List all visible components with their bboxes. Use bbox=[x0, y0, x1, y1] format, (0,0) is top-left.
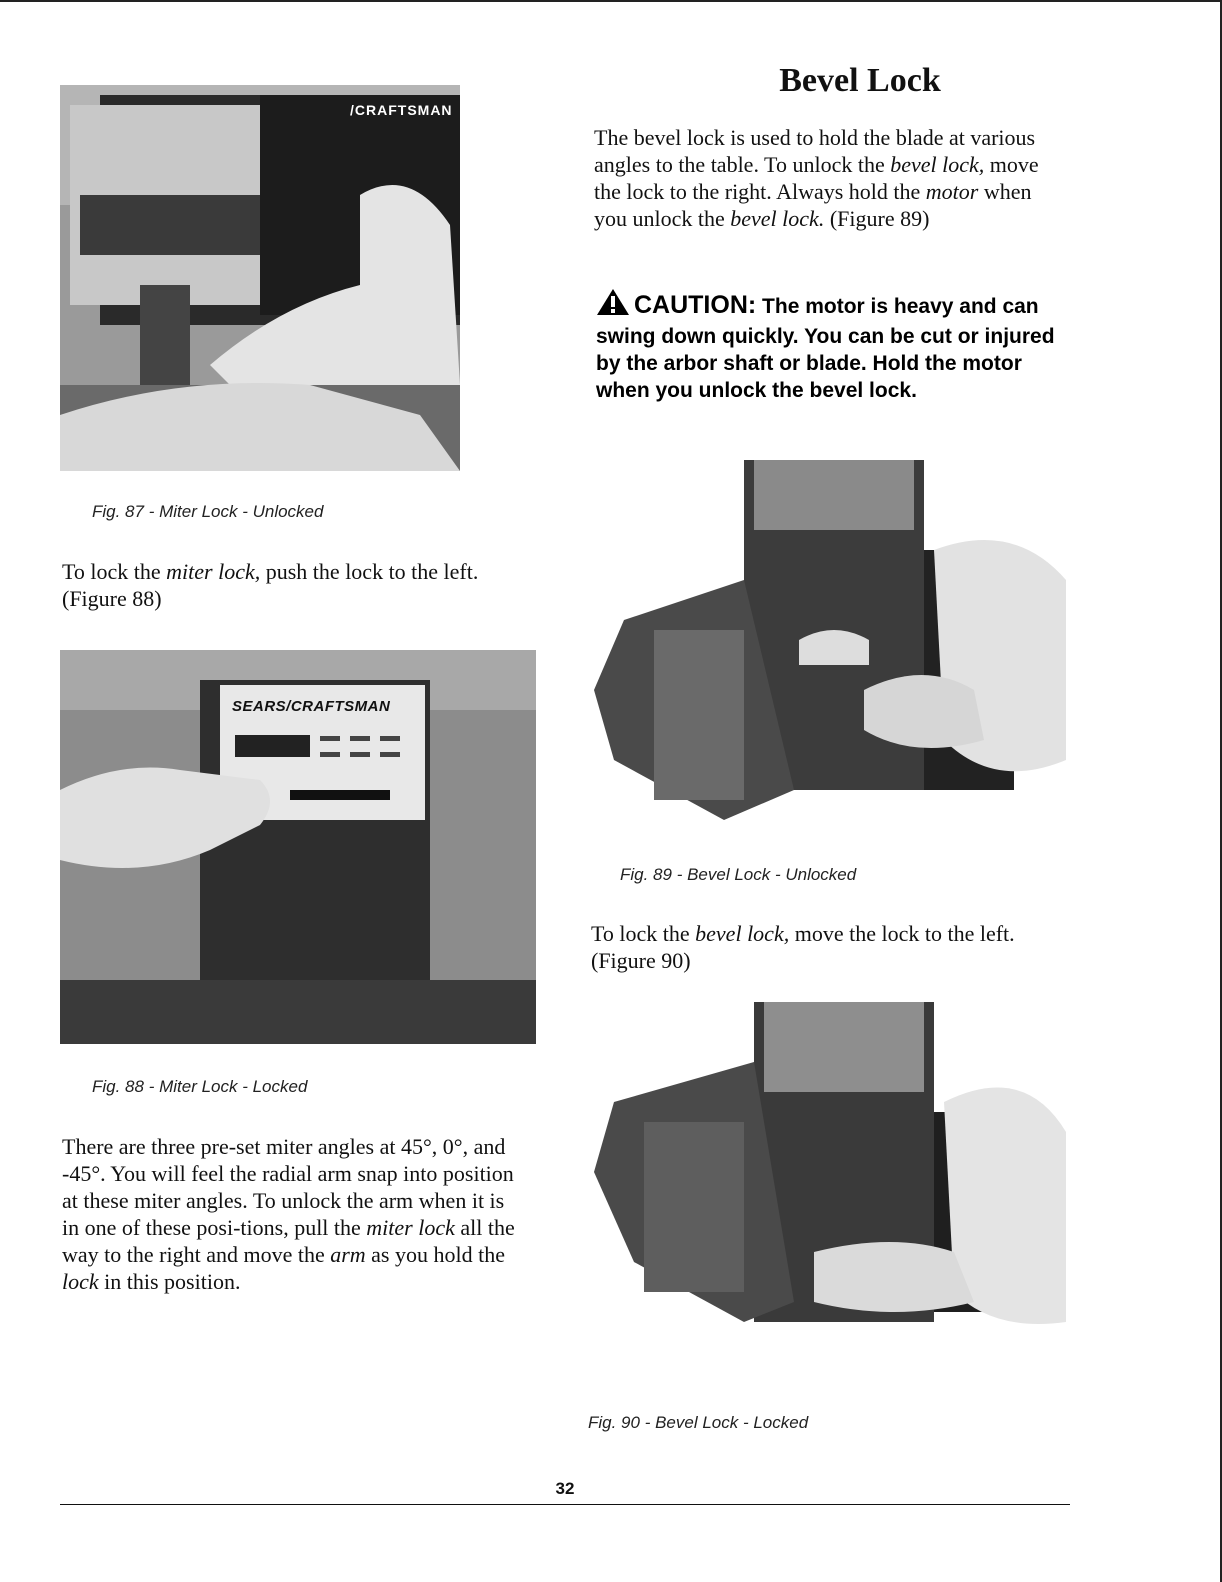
fig-87-photo bbox=[60, 85, 460, 471]
emphasis-span: motor bbox=[925, 179, 979, 204]
fig-89-caption: Fig. 89 - Bevel Lock - Unlocked bbox=[620, 865, 857, 884]
emphasis-span: bevel lock, bbox=[890, 152, 985, 177]
footer-rule bbox=[60, 1504, 1070, 1505]
caution-notice bbox=[596, 288, 1066, 404]
text-span: all the way to the right and move the bbox=[62, 1215, 515, 1267]
text-span: move the lock to the left. (Figure 90) bbox=[591, 921, 1015, 973]
fig-88-photo bbox=[60, 650, 536, 1044]
section-heading: Bevel Lock bbox=[779, 62, 941, 99]
bevel-lock-locking-paragraph bbox=[591, 920, 1061, 974]
emphasis-span: miter lock, bbox=[166, 559, 261, 584]
text-span: move the lock to the right. Always hold the bbox=[594, 152, 1039, 204]
page-number: 32 bbox=[555, 1479, 575, 1498]
fig-88-caption: Fig. 88 - Miter Lock - Locked bbox=[92, 1077, 308, 1096]
preset-angles-paragraph bbox=[62, 1133, 522, 1295]
text-span: To lock the bbox=[591, 921, 696, 946]
fig-87-brand: /CRAFTSMAN bbox=[350, 102, 453, 118]
text-span: (Figure 89) bbox=[824, 206, 930, 231]
bevel-lock-paragraph bbox=[594, 124, 1064, 232]
caution-label: CAUTION: bbox=[634, 291, 757, 319]
miter-lock-paragraph bbox=[62, 558, 512, 612]
emphasis-span: lock bbox=[62, 1269, 99, 1294]
emphasis-span: bevel lock. bbox=[730, 206, 825, 231]
text-span: in this position. bbox=[98, 1269, 241, 1294]
warning-triangle-icon bbox=[596, 288, 630, 323]
fig-90-caption: Fig. 90 - Bevel Lock - Locked bbox=[588, 1413, 809, 1432]
fig-88-brand: SEARS/CRAFTSMAN bbox=[232, 698, 391, 715]
text-span: as you hold the bbox=[365, 1242, 505, 1267]
fig-89-photo bbox=[594, 460, 1066, 845]
emphasis-span: arm bbox=[330, 1242, 366, 1267]
text-span: when you unlock the bbox=[594, 179, 1032, 231]
fig-87-caption: Fig. 87 - Miter Lock - Unlocked bbox=[92, 502, 324, 521]
caution-text: The motor is heavy and can swing down quickly. You can be cut or injured by the arbor shaft or blade. Hold the motor when you unlock the bevel lock. bbox=[596, 295, 1055, 402]
page-border-top bbox=[0, 0, 1222, 2]
emphasis-span: miter lock bbox=[366, 1215, 455, 1240]
fig-90-photo bbox=[594, 1002, 1066, 1332]
emphasis-span: bevel lock, bbox=[695, 921, 790, 946]
text-span: There are three pre-set miter angles at 45°, 0°, and -45°. You will feel the radial arm snap into position at these miter angles. To unlock the arm when it is in one of these posi-tions, pull the bbox=[62, 1134, 514, 1240]
text-span: push the lock to the left. (Figure 88) bbox=[62, 559, 479, 611]
text-span: To lock the bbox=[62, 559, 167, 584]
text-span: The bevel lock is used to hold the blade at various angles to the table. To unlock the bbox=[594, 125, 1036, 177]
